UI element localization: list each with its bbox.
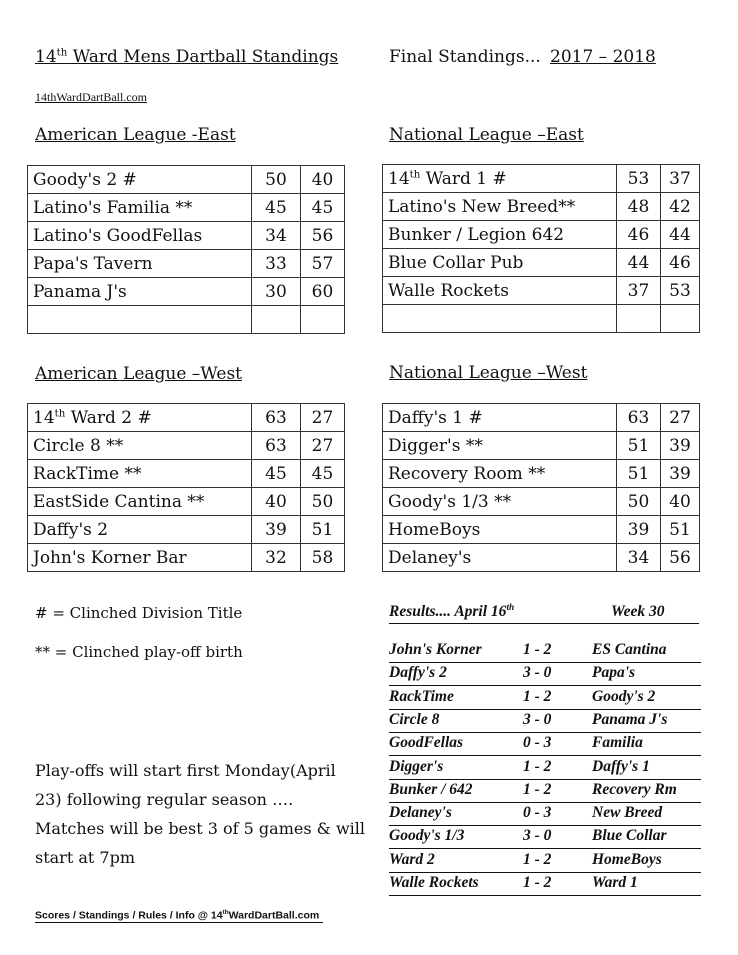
away-team: Papa's [592,664,636,682]
wins [617,305,661,333]
team-name: 14th Ward 2 # [28,404,252,432]
home-team: Bunker / 642 [389,780,473,798]
standings-row [383,488,700,516]
losses: 27 [301,404,345,432]
away-team: Recovery Rm [592,780,677,798]
wins: 63 [252,432,301,460]
away-team: Daffy's 1 [592,757,650,775]
standings-row [383,516,700,544]
result-row [389,826,701,849]
team-name: Goody's 1/3 ** [383,488,617,516]
standings-row [28,166,345,194]
wins: 51 [617,460,661,488]
wins: 63 [252,404,301,432]
losses: 51 [301,516,345,544]
season-label: 2017 – 2018 [550,47,656,67]
final-standings-label: Final Standings... [389,47,541,67]
standings-row [383,544,700,572]
match-score: 1 - 2 [523,850,552,868]
match-score: 1 - 2 [523,641,552,658]
standings-row [383,193,700,221]
result-row [389,663,701,686]
match-score: 3 - 0 [523,664,552,682]
home-team: John's Korner [389,641,482,658]
losses: 27 [661,404,700,432]
team-name: Daffy's 1 # [383,404,617,432]
nl-east-standings-table [382,164,700,333]
al-east-standings-table [27,165,345,334]
al-west-standings-table [27,403,345,572]
match-score: 3 - 0 [523,827,552,845]
standings-row [383,165,700,193]
standings-row [28,544,345,572]
losses: 56 [301,222,345,250]
wins: 37 [617,277,661,305]
wins: 33 [252,250,301,278]
team-name [383,305,617,333]
losses: 44 [661,221,700,249]
standings-row [28,306,345,334]
losses [661,305,700,333]
team-name: Latino's GoodFellas [28,222,252,250]
home-team: RackTime [389,687,454,705]
away-team: Familia [592,734,643,752]
home-team: Ward 2 [389,850,435,868]
legend-clinched-playoff: ** = Clinched play-off birth [35,643,243,661]
standings-row [383,277,700,305]
losses: 40 [661,488,700,516]
losses [301,306,345,334]
result-row [389,640,701,663]
standings-row [28,516,345,544]
losses: 50 [301,488,345,516]
wins: 39 [252,516,301,544]
team-name: Digger's ** [383,432,617,460]
standings-row [383,249,700,277]
wins: 45 [252,460,301,488]
team-name: Delaney's [383,544,617,572]
result-row [389,687,701,710]
wins: 53 [617,165,661,193]
result-row [389,873,701,896]
home-team: Delaney's [389,804,452,822]
losses: 37 [661,165,700,193]
wins: 50 [252,166,301,194]
website-link[interactable]: 14thWardDartBall.com [35,90,148,104]
result-row [389,803,701,826]
standings-row [383,432,700,460]
wins: 39 [617,516,661,544]
result-row [389,780,701,803]
standings-row [28,194,345,222]
wins: 44 [617,249,661,277]
match-score: 1 - 2 [523,757,552,775]
home-team: Goody's 1/3 [389,827,465,845]
wins: 51 [617,432,661,460]
losses: 60 [301,278,345,306]
wins: 48 [617,193,661,221]
wins: 30 [252,278,301,306]
away-team: Goody's 2 [592,687,656,705]
wins: 50 [617,488,661,516]
standings-row [28,404,345,432]
team-name: Latino's Familia ** [28,194,252,222]
wins: 45 [252,194,301,222]
wins: 40 [252,488,301,516]
losses: 51 [661,516,700,544]
team-name: Daffy's 2 [28,516,252,544]
result-row [389,757,701,780]
standings-row [28,250,345,278]
wins: 34 [617,544,661,572]
team-name: Circle 8 ** [28,432,252,460]
al-west-title: American League –West [35,364,243,384]
wins: 46 [617,221,661,249]
away-team: Panama J's [592,710,668,728]
match-score: 1 - 2 [523,780,552,798]
team-name: Latino's New Breed** [383,193,617,221]
match-score: 1 - 2 [523,687,552,705]
standings-row [383,460,700,488]
team-name: Panama J's [28,278,252,306]
match-score: 3 - 0 [523,710,552,728]
al-east-title: American League -East [35,125,236,145]
losses: 57 [301,250,345,278]
losses: 46 [661,249,700,277]
wins: 34 [252,222,301,250]
standings-row [28,278,345,306]
losses: 45 [301,460,345,488]
team-name: Goody's 2 # [28,166,252,194]
results-week: Week 30 [611,603,665,620]
standings-row [28,488,345,516]
team-name: Blue Collar Pub [383,249,617,277]
away-team: New Breed [592,804,663,822]
team-name: 14th Ward 1 # [383,165,617,193]
results-heading [389,603,699,624]
losses: 45 [301,194,345,222]
team-name: Papa's Tavern [28,250,252,278]
standings-row [383,305,700,333]
nl-west-standings-table [382,403,700,572]
playoffs-note: Play-offs will start first Monday(April 23) following regular season …. Matches will be best 3 of 5 games & will start at 7pm [35,761,366,867]
team-name: EastSide Cantina ** [28,488,252,516]
losses: 40 [301,166,345,194]
home-team: Digger's [389,757,444,775]
losses: 39 [661,432,700,460]
standings-row [28,222,345,250]
away-team: Blue Collar [592,827,667,845]
home-team: Walle Rockets [389,874,479,891]
standings-row [28,460,345,488]
result-row [389,733,701,756]
result-row [389,710,701,733]
home-team: Daffy's 2 [389,664,447,682]
team-name: Recovery Room ** [383,460,617,488]
team-name [28,306,252,334]
results-date: Results.... April 16th [389,603,515,621]
standings-row [383,404,700,432]
team-name: Bunker / Legion 642 [383,221,617,249]
team-name: John's Korner Bar [28,544,252,572]
page-title: 14th Ward Mens Dartball Standings [35,47,339,67]
home-team: GoodFellas [389,734,464,752]
footer-info: Scores / Standings / Rules / Info @ 14thWardDartBall.com [35,909,323,923]
away-team: Ward 1 [592,874,638,891]
match-score: 1 - 2 [523,874,552,891]
match-score: 0 - 3 [523,734,552,752]
team-name: HomeBoys [383,516,617,544]
away-team: HomeBoys [592,850,662,868]
losses: 42 [661,193,700,221]
losses: 27 [301,432,345,460]
nl-east-title: National League –East [389,125,584,145]
nl-west-title: National League –West [389,363,588,383]
wins: 63 [617,404,661,432]
match-score: 0 - 3 [523,804,552,822]
away-team: ES Cantina [592,641,667,658]
wins: 32 [252,544,301,572]
home-team: Circle 8 [389,710,440,728]
losses: 56 [661,544,700,572]
standings-row [28,432,345,460]
team-name: Walle Rockets [383,277,617,305]
losses: 58 [301,544,345,572]
losses: 53 [661,277,700,305]
standings-row [383,221,700,249]
wins [252,306,301,334]
losses: 39 [661,460,700,488]
team-name: RackTime ** [28,460,252,488]
legend-clinched-division: # = Clinched Division Title [35,604,243,622]
result-row [389,850,701,873]
